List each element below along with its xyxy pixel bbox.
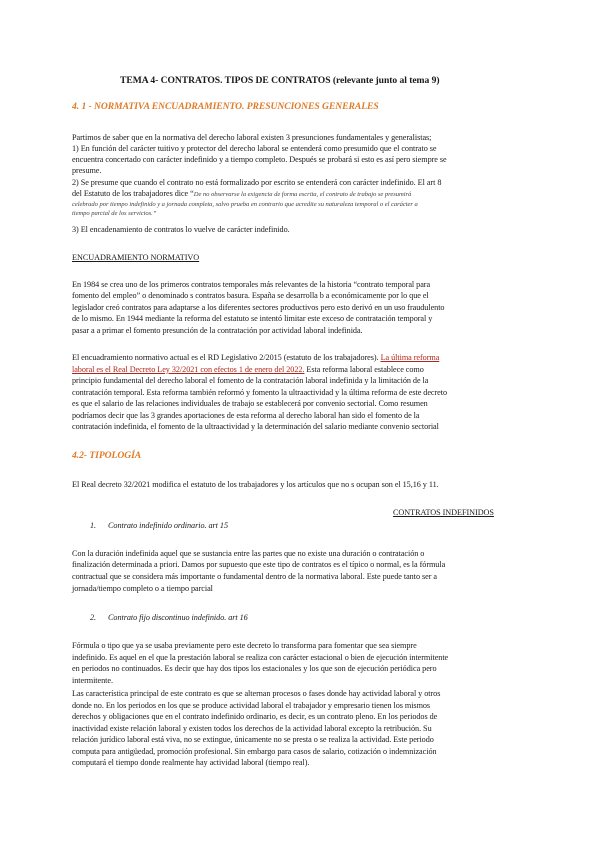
paragraph-line: computará el tiempo donde realmente hay actividad laboral (tiempo real). — [72, 758, 310, 767]
section-heading-normativa: 4. 1 - NORMATIVA ENCUADRAMIENTO. PRESUNCIONES GENERALES — [72, 101, 379, 112]
page-title: TEMA 4- CONTRATOS. TIPOS DE CONTRATOS (relevante junto al tema 9) — [120, 75, 440, 86]
item-number: 2. — [90, 613, 97, 622]
presumption-1-line: presume. — [72, 166, 102, 175]
paragraph-line: legislador creó contratos para adaptarse a los diferentes sectores productivos pero esto derivó en un uso fraudulento — [72, 303, 445, 312]
paragraph-line: contratación temporal. Esta reforma también reformó y fomento la ultraactividad y la última reforma de este decreto — [72, 388, 448, 397]
paragraph-line: podríamos decir que las 3 grandes aportaciones de esta reforma al derecho laboral han sido el fomento de la — [72, 411, 420, 420]
paragraph-line: en periodos no continuados. Es decir que hay dos tipos los estacionales y los que son de ejecución periódica pero — [72, 664, 437, 673]
paragraph-line: pasar a a primar el fomento presunción de la contratación por actividad laboral indefinida. — [72, 326, 363, 335]
paragraph-line: intermitente. — [72, 676, 113, 685]
paragraph-line: jornada/tiempo completo o a tiempo parcial — [72, 584, 213, 593]
paragraph-line: es que el salario de las relaciones individuales de trabajo se establecerá por convenio sectorial. Como resumen — [72, 399, 428, 408]
paragraph-line: relación jurídico laboral está viva, no se extingue, únicamente no se presta o se realiza la actividad. Este periodo — [72, 735, 434, 744]
paragraph-line: donde no. En los periodos en los que se produce actividad laboral el trabajador y empresario tienen los mismos — [72, 701, 431, 710]
article-quote: De no observarse la exigencia de forma escrita, el contrato de trabajo se presumirá — [193, 191, 412, 198]
item-number: 1. — [90, 521, 97, 530]
item-label-contrato-fijo-discontinuo: Contrato fijo discontinuo indefinido. art 16 — [108, 613, 248, 622]
paragraph-line — [72, 364, 424, 375]
paragraph-line: fomento del empleo” o denominado s contratos basura. España se desarrolla b a económicamente por lo que el — [72, 291, 429, 300]
presumption-2-line — [72, 188, 411, 199]
paragraph-line: contractual que se considera más importante o fundamental dentro de la normativa laboral. Este puede tanto ser a — [72, 572, 437, 581]
subheading-encuadramiento: ENCUADRAMIENTO NORMATIVO — [72, 253, 200, 262]
reform-highlight: La última reforma — [380, 353, 440, 362]
paragraph-line: Con la duración indefinida aquel que se sustancia entre las partes que no existe una duración o contratación o — [72, 549, 425, 558]
paragraph-line — [72, 352, 439, 363]
paragraph-line: contratación indefinida, el fomento de la ultraactividad y la determinación del salario mediante convenio sectorial — [72, 422, 439, 431]
paragraph-line: indefinido. Es aquel en el que la prestación laboral se realiza con carácter estacional o bien de ejecución intermitente — [72, 653, 449, 662]
paragraph-line: de lo mismo. En 1944 mediante la reforma del estatuto se intentó limitar este exceso de contratación temporal y — [72, 314, 433, 323]
intro-text: Partimos de saber que en la normativa del derecho laboral existen 3 presunciones fundamentales y generalistas; — [72, 133, 432, 142]
section-heading-tipologia: 4.2- TIPOLOGÍA — [72, 450, 142, 461]
presumption-2-text: del Estatuto de los trabajadores dice “ — [72, 189, 194, 198]
paragraph-line: inactividad existe relación laboral y existen todos los derechos de la actividad laboral excepto la retribución. Su — [72, 724, 432, 733]
tipologia-intro: El Real decreto 32/2021 modifica el estatuto de los trabajadores y los artículos que no s ocupan son el 15,16 y 11. — [72, 480, 439, 489]
article-quote-line: tiempo parcial de los servicios.” — [72, 210, 157, 217]
reform-highlight: laboral es el Real Decreto Ley 32/2021 con efectos 1 de enero del 2022. — [72, 365, 305, 374]
article-quote-line: celebrado por tiempo indefinido y a jornada completa, salvo prueba en contrario que acredite su naturaleza temporal o el carácter a — [72, 201, 418, 208]
subheading-contratos-indefinidos: CONTRATOS INDEFINIDOS — [393, 508, 494, 517]
presumption-3-line: 3) El encadenamiento de contratos lo vuelve de carácter indefinido. — [72, 225, 290, 234]
paragraph-text: Esta reforma laboral establece como — [304, 365, 424, 374]
presumption-1-line: encuentra concertado con carácter indefinido y a tiempo completo. Después se probará si esto es así pero siempre se — [72, 155, 447, 164]
paragraph-line: principio fundamental del derecho laboral el fomento de la contratación laboral indefinida y la limitación de la — [72, 376, 429, 385]
presumption-1-line: 1) En función del carácter tuitivo y protector del derecho laboral se entenderá como presumido que el contrato se — [72, 144, 437, 153]
paragraph-line: computa para antigüedad, promoción profesional. Sin embargo para casos de salario, cotización o indemnización — [72, 747, 437, 756]
paragraph-line: finalización determinada a priori. Damos por supuesto que este tipo de contratos es el típico o normal, es la fórmula — [72, 560, 446, 569]
paragraph-line: Fórmula o tipo que ya se usaba previamente pero este decreto lo transforma para fomentar que sea siempre — [72, 641, 417, 650]
presumption-2-line: 2) Se presume que cuando el contrato no está formalizado por escrito se entenderá con carácter indefinido. El art 8 — [72, 178, 442, 187]
paragraph-line: derechos y obligaciones que en el contrato indefinido ordinario, es decir, es un contrato pleno. En los periodos de — [72, 712, 438, 721]
paragraph-line: En 1984 se crea uno de los primeros contratos temporales más relevantes de la historia “contrato temporal para — [72, 280, 431, 289]
paragraph-line: Las característica principal de este contrato es que se alternan procesos o fases donde hay actividad laboral y otros — [72, 689, 441, 698]
item-label-contrato-indefinido: Contrato indefinido ordinario. art 15 — [108, 521, 228, 530]
paragraph-text: El encuadramiento normativo actual es el RD Legislativo 2/2015 (estatuto de los trabajadores). — [72, 353, 381, 362]
